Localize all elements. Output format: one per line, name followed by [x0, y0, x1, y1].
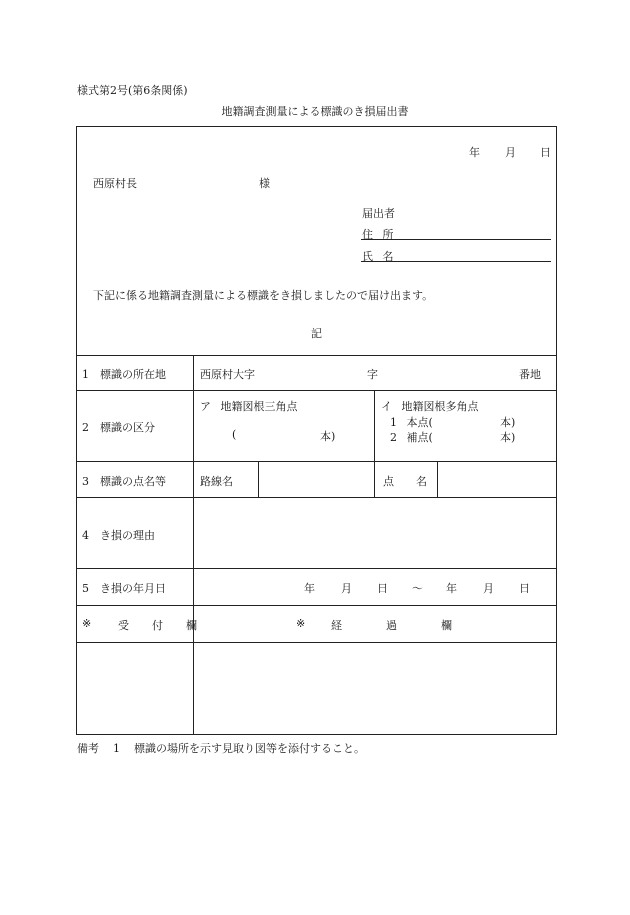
- banchi-label: 番地: [519, 368, 541, 381]
- start-year: 年: [304, 582, 315, 595]
- form-number: 様式第2号(第6条関係): [77, 84, 188, 97]
- date-year: 年: [469, 146, 480, 159]
- start-day: 日: [377, 582, 388, 595]
- end-year: 年: [446, 582, 457, 595]
- column-divider: [258, 461, 259, 497]
- triangulation-point-label: ア 地籍図根三角点: [200, 400, 298, 413]
- route-name-label: 路線名: [200, 475, 233, 488]
- addressee: 西原村長: [93, 177, 137, 190]
- honorific: 様: [259, 177, 270, 190]
- remarks: 備考 1 標識の場所を示す見取り図等を添付すること。: [77, 742, 365, 755]
- address-field-line: [361, 239, 551, 240]
- row2-label: 2 標識の区分: [82, 421, 155, 434]
- progress-mark: ※: [296, 617, 306, 630]
- column-divider: [374, 390, 375, 497]
- row-divider: [76, 642, 557, 643]
- date-month: 月: [505, 146, 516, 159]
- table-top-border: [76, 355, 557, 356]
- row-divider: [76, 461, 557, 462]
- document-title: 地籍調査測量による標識のき損届出書: [221, 105, 409, 118]
- sub-point-label: 2 補点(: [390, 431, 433, 444]
- start-month: 月: [341, 582, 352, 595]
- range-tilde: 〜: [412, 582, 423, 595]
- end-month: 月: [483, 582, 494, 595]
- sub-point-unit: 本): [500, 431, 516, 444]
- triangulation-open-paren: (: [232, 428, 237, 441]
- name-label: 氏 名: [362, 250, 394, 263]
- row1-label: 1 標識の所在地: [82, 368, 166, 381]
- row4-label: 4 き損の理由: [82, 529, 155, 542]
- reception-mark: ※: [82, 617, 92, 630]
- statement: 下記に係る地籍調査測量による標識をき損しましたので届け出ます。: [93, 289, 434, 302]
- row5-label: 5 き損の年月日: [82, 582, 166, 595]
- progress-label: 経過欄: [331, 619, 496, 632]
- row3-label: 3 標識の点名等: [82, 475, 166, 488]
- row-divider: [76, 568, 557, 569]
- point-name-label: 点名: [383, 475, 449, 488]
- reception-label: 受付欄: [118, 619, 220, 632]
- date-day: 日: [540, 146, 551, 159]
- traverse-point-label: イ 地籍図根多角点: [381, 400, 479, 413]
- row-divider: [76, 390, 557, 391]
- row-divider: [76, 497, 557, 498]
- main-point-label: 1 本点(: [390, 416, 433, 429]
- ki-heading: 記: [311, 327, 322, 340]
- name-field-line: [361, 261, 551, 262]
- row-divider: [76, 605, 557, 606]
- triangulation-count-unit: 本): [320, 430, 336, 443]
- applicant-label: 届出者: [362, 207, 395, 220]
- end-day: 日: [519, 582, 530, 595]
- address-label: 住 所: [362, 228, 394, 241]
- main-point-unit: 本): [500, 416, 516, 429]
- village-name: 西原村大字: [200, 368, 255, 381]
- label-column-divider: [193, 355, 194, 735]
- aza-label: 字: [367, 368, 378, 381]
